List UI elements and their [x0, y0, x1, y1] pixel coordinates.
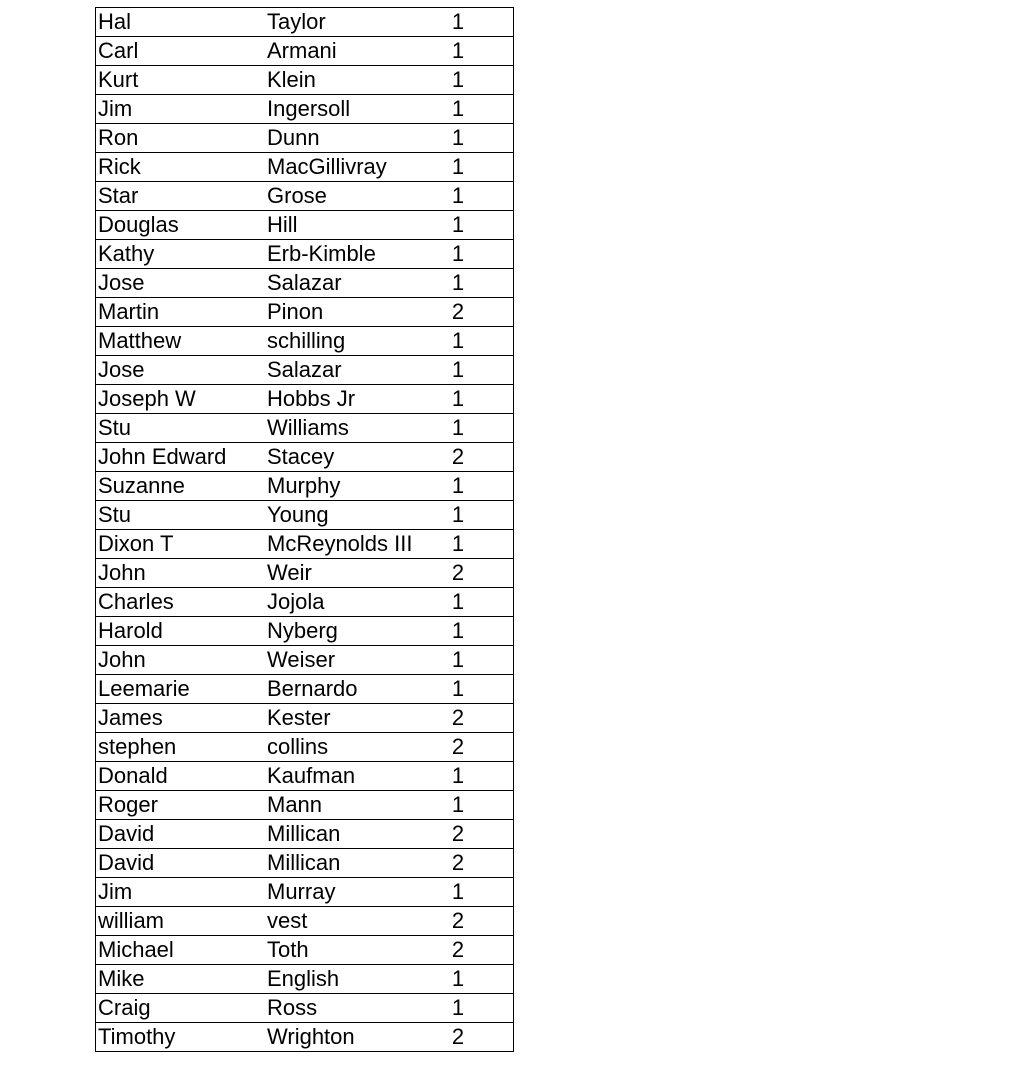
last-name-cell: Millican [267, 850, 341, 875]
table-row [96, 530, 513, 559]
last-name-cell: collins [267, 734, 329, 759]
last-name-cell: Hobbs Jr [267, 386, 356, 411]
first-name-cell: Kathy [98, 241, 155, 266]
count-cell: 1 [451, 792, 465, 817]
table-row [96, 849, 513, 878]
last-name-cell: English [267, 966, 340, 991]
count-cell: 1 [451, 183, 465, 208]
last-name-cell: schilling [267, 328, 346, 353]
first-name-cell: Dixon T [98, 531, 174, 556]
first-name-cell: Charles [98, 589, 174, 614]
count-cell: 1 [451, 531, 465, 556]
table-row [96, 907, 513, 936]
last-name-cell: Salazar [267, 357, 342, 382]
last-name-cell: Weir [267, 560, 312, 585]
first-name-cell: Jose [98, 270, 145, 295]
count-cell: 1 [451, 125, 465, 150]
first-name-cell: Jim [98, 879, 133, 904]
last-name-cell: Kaufman [267, 763, 356, 788]
last-name-cell: Toth [267, 937, 309, 962]
table-row [96, 37, 513, 66]
last-name-cell: Salazar [267, 270, 342, 295]
count-cell: 1 [451, 502, 465, 527]
count-cell: 2 [451, 705, 465, 730]
last-name-cell: Hill [267, 212, 298, 237]
first-name-cell: Matthew [98, 328, 182, 353]
last-name-cell: Weiser [267, 647, 336, 672]
last-name-cell: Erb-Kimble [267, 241, 376, 266]
first-name-cell: Douglas [98, 212, 179, 237]
count-cell: 2 [451, 444, 465, 469]
count-cell: 1 [451, 270, 465, 295]
count-cell: 2 [451, 937, 465, 962]
table-row [96, 414, 513, 443]
last-name-cell: McReynolds III [267, 531, 413, 556]
last-name-cell: Young [267, 502, 329, 527]
count-cell: 1 [451, 357, 465, 382]
count-cell: 1 [451, 9, 465, 34]
count-cell: 1 [451, 966, 465, 991]
last-name-cell: vest [267, 908, 308, 933]
first-name-cell: Stu [98, 502, 132, 527]
last-name-cell: Ingersoll [267, 96, 351, 121]
table-row [96, 936, 513, 965]
count-cell: 1 [451, 676, 465, 701]
first-name-cell: Stu [98, 415, 132, 440]
table-row [96, 240, 513, 269]
count-cell: 1 [451, 647, 465, 672]
count-cell: 1 [451, 589, 465, 614]
first-name-cell: Martin [98, 299, 160, 324]
table-row [96, 965, 513, 994]
table-row [96, 385, 513, 414]
table-row [96, 820, 513, 849]
last-name-cell: Williams [267, 415, 349, 440]
count-cell: 2 [451, 560, 465, 585]
count-cell: 1 [451, 96, 465, 121]
count-cell: 2 [451, 734, 465, 759]
last-name-cell: Dunn [267, 125, 320, 150]
last-name-cell: Klein [267, 67, 316, 92]
count-cell: 2 [451, 1024, 465, 1049]
count-cell: 2 [451, 821, 465, 846]
table-row [96, 95, 513, 124]
table-row [96, 762, 513, 791]
first-name-cell: David [98, 821, 155, 846]
last-name-cell: Jojola [267, 589, 325, 614]
first-name-cell: Suzanne [98, 473, 185, 498]
last-name-cell: Nyberg [267, 618, 338, 643]
table-row [96, 559, 513, 588]
last-name-cell: Pinon [267, 299, 324, 324]
table-row [96, 646, 513, 675]
table-row [96, 878, 513, 907]
count-cell: 1 [451, 241, 465, 266]
last-name-cell: Taylor [267, 9, 326, 34]
first-name-cell: John [98, 560, 146, 585]
count-cell: 2 [451, 908, 465, 933]
first-name-cell: Michael [98, 937, 174, 962]
last-name-cell: Wrighton [267, 1024, 355, 1049]
table-row [96, 791, 513, 820]
count-cell: 2 [451, 299, 465, 324]
table-row [96, 124, 513, 153]
last-name-cell: Stacey [267, 444, 335, 469]
table-row [96, 298, 513, 327]
first-name-cell: Timothy [98, 1024, 176, 1049]
first-name-cell: Rick [98, 154, 141, 179]
table-row [96, 733, 513, 762]
last-name-cell: Millican [267, 821, 341, 846]
last-name-cell: Mann [267, 792, 323, 817]
first-name-cell: Carl [98, 38, 139, 63]
count-cell: 1 [451, 386, 465, 411]
table-row [96, 1023, 513, 1052]
table-row [96, 211, 513, 240]
first-name-cell: James [98, 705, 163, 730]
first-name-cell: Jim [98, 96, 133, 121]
first-name-cell: Harold [98, 618, 163, 643]
count-cell: 1 [451, 618, 465, 643]
table-row [96, 472, 513, 501]
table-row [96, 588, 513, 617]
last-name-cell: Bernardo [267, 676, 358, 701]
first-name-cell: Craig [98, 995, 151, 1020]
first-name-cell: John [98, 647, 146, 672]
count-cell: 1 [451, 212, 465, 237]
table-row [96, 704, 513, 733]
last-name-cell: Kester [267, 705, 331, 730]
table-row [96, 182, 513, 211]
first-name-cell: Kurt [98, 67, 139, 92]
count-cell: 1 [451, 328, 465, 353]
table-row [96, 269, 513, 298]
first-name-cell: Donald [98, 763, 168, 788]
count-cell: 1 [451, 67, 465, 92]
table-row [96, 8, 513, 37]
last-name-cell: Murray [267, 879, 336, 904]
first-name-cell: Joseph W [98, 386, 196, 411]
first-name-cell: Roger [98, 792, 158, 817]
table-row [96, 443, 513, 472]
first-name-cell: Mike [98, 966, 145, 991]
count-cell: 1 [451, 38, 465, 63]
count-cell: 1 [451, 879, 465, 904]
first-name-cell: David [98, 850, 155, 875]
last-name-cell: Armani [267, 38, 337, 63]
table-row [96, 66, 513, 95]
first-name-cell: william [98, 908, 164, 933]
first-name-cell: Star [98, 183, 139, 208]
table-row [96, 994, 513, 1023]
table-row [96, 675, 513, 704]
count-cell: 2 [451, 850, 465, 875]
last-name-cell: MacGillivray [267, 154, 387, 179]
last-name-cell: Murphy [267, 473, 341, 498]
name-count-table [95, 7, 514, 1052]
first-name-cell: stephen [98, 734, 177, 759]
table-row [96, 617, 513, 646]
last-name-cell: Grose [267, 183, 327, 208]
table-row [96, 501, 513, 530]
first-name-cell: Jose [98, 357, 145, 382]
table-row [96, 153, 513, 182]
last-name-cell: Ross [267, 995, 318, 1020]
table-row [96, 327, 513, 356]
table-row [96, 356, 513, 385]
first-name-cell: Leemarie [98, 676, 190, 701]
first-name-cell: Ron [98, 125, 139, 150]
first-name-cell: Hal [98, 9, 132, 34]
first-name-cell: John Edward [98, 444, 227, 469]
count-cell: 1 [451, 473, 465, 498]
count-cell: 1 [451, 763, 465, 788]
count-cell: 1 [451, 154, 465, 179]
count-cell: 1 [451, 995, 465, 1020]
count-cell: 1 [451, 415, 465, 440]
